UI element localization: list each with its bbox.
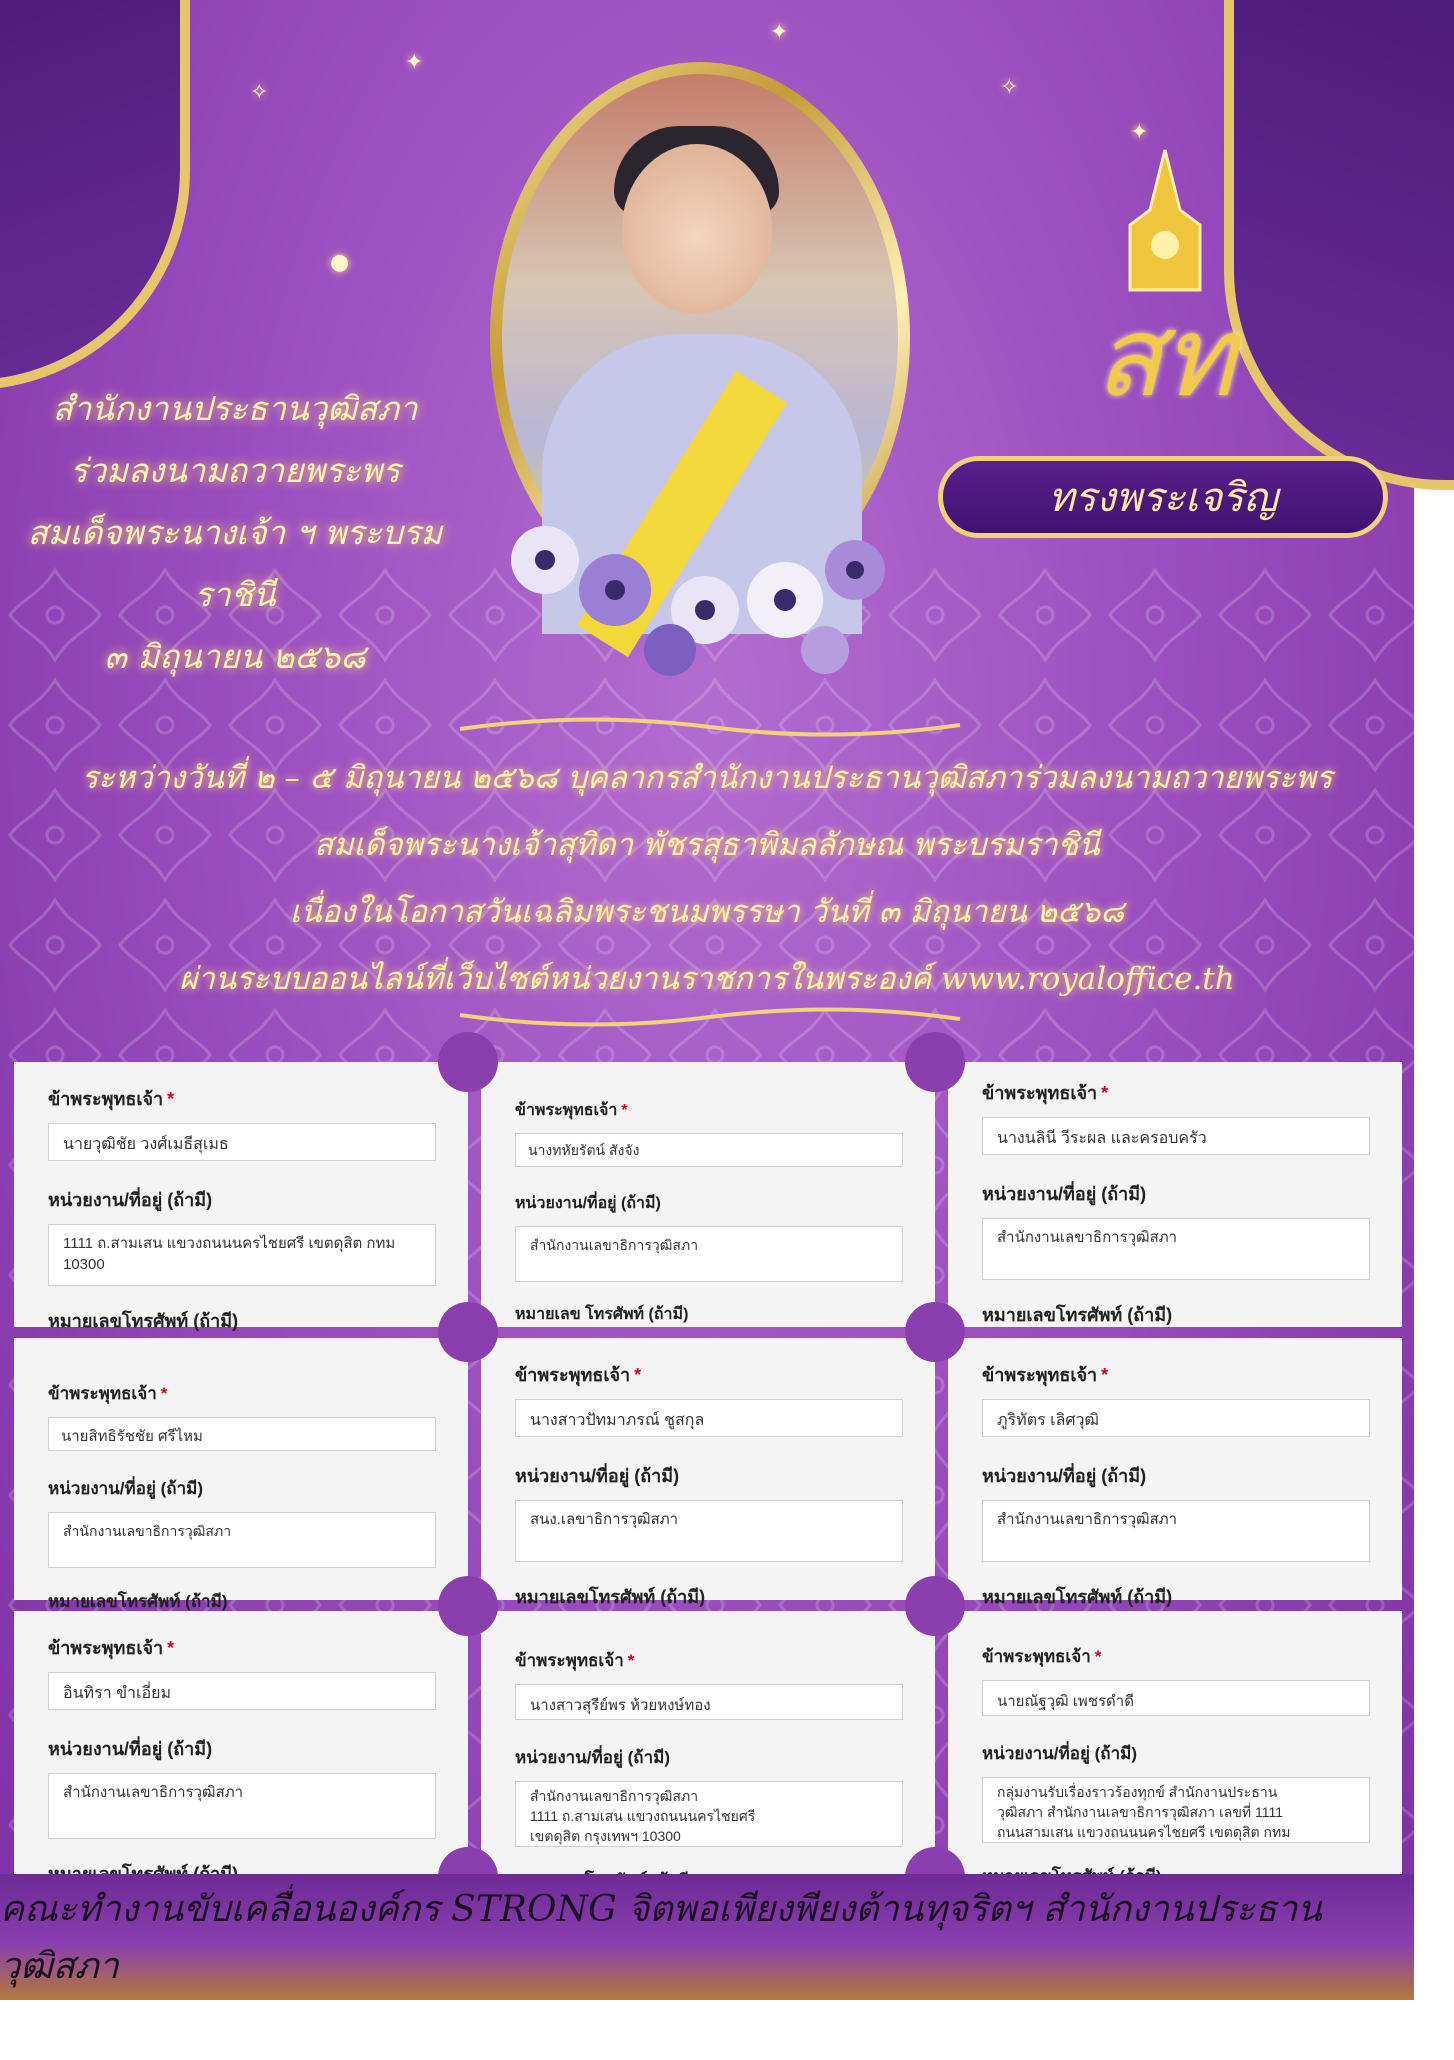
name-input[interactable]: ภูริทัตร เลิศวุฒิ: [982, 1399, 1370, 1437]
org-label: หน่วยงาน/ที่อยู่ (ถ้ามี): [48, 1479, 203, 1498]
org-label: หน่วยงาน/ที่อยู่ (ถ้ามี): [982, 1744, 1137, 1763]
name-label: ข้าพระพุทธเจ้า *: [515, 1651, 635, 1670]
message-line: ผ่านระบบออนไลน์ที่เว็บไซต์หน่วยงานราชการในพระองค์ www.royaloffice.th: [179, 961, 1235, 997]
sparkle-icon: ✦: [405, 50, 424, 75]
name-label: ข้าพระพุทธเจ้า *: [515, 1102, 628, 1119]
name-label: ข้าพระพุทธเจ้า *: [982, 1365, 1109, 1385]
signature-card: [481, 1611, 935, 1877]
org-textarea[interactable]: สนง.เลขาธิการวุฒิสภา: [515, 1500, 903, 1562]
sparkle-icon: ✧: [250, 80, 269, 105]
scallop-ornament: [905, 1576, 965, 1636]
signature-cards-grid: [14, 1062, 1402, 1877]
org-textarea[interactable]: สำนักงานเลขาธิการวุฒิสภา: [982, 1218, 1370, 1280]
left-title-line: สำนักงานประธานวุฒิสภา: [52, 389, 418, 428]
name-input[interactable]: นายสิทธิรัชชัย ศรีไหม: [48, 1417, 436, 1451]
left-title-line: ๓ มิถุนายน ๒๕๖๘: [104, 637, 366, 676]
name-label: ข้าพระพุทธเจ้า *: [48, 1089, 175, 1109]
org-textarea[interactable]: สำนักงานเลขาธิการวุฒิสภา: [48, 1773, 436, 1839]
scallop-ornament: [438, 1302, 498, 1362]
footer-banner: [0, 1874, 1414, 2000]
left-title-line: ร่วมลงนามถวายพระพร: [69, 451, 401, 490]
org-textarea[interactable]: สำนักงานเลขาธิการวุฒิสภา: [48, 1512, 436, 1568]
signature-card: [14, 1062, 468, 1331]
phone-label: หมายเลขโทรศัพท์ (ถ้ามี): [982, 1305, 1173, 1325]
portrait-face: [622, 144, 772, 314]
message-line: ระหว่างวันที่ ๒ – ๕ มิถุนายน ๒๕๖๘ บุคลากรสำนักงานประธานวุฒิสภาร่วมลงนามถวายพระพร: [81, 760, 1333, 796]
scallop-ornament: [905, 1032, 965, 1092]
signature-card: [948, 1062, 1402, 1327]
badge-text: ทรงพระเจริญ: [1048, 475, 1278, 521]
phone-label: หมายเลขโทรศัพท์ (ถ้ามี): [48, 1311, 239, 1331]
org-textarea[interactable]: สำนักงานเลขาธิการวุฒิสภา 1111 ถ.สามเสน แขวงถนนนครไชยศรี เขตดุสิต กรุงเทพฯ 10300: [515, 1781, 903, 1847]
org-label: หน่วยงาน/ที่อยู่ (ถ้ามี): [48, 1739, 213, 1759]
org-label: หน่วยงาน/ที่อยู่ (ถ้ามี): [48, 1190, 213, 1210]
org-textarea[interactable]: 1111 ถ.สามเสน แขวงถนนนครไชยศรี เขตดุสิต กทม 10300: [48, 1224, 436, 1286]
name-input[interactable]: นายวุฒิชัย วงศ์เมธีสุเมธ: [48, 1123, 436, 1161]
name-label: ข้าพระพุทธเจ้า *: [48, 1638, 175, 1658]
name-input[interactable]: นางทหัยรัตน์ สังจัง: [515, 1133, 903, 1167]
signature-card: [14, 1338, 468, 1611]
name-input[interactable]: นางสาวปัทมาภรณ์ ชูสกุล: [515, 1399, 903, 1437]
phone-label: หมายเลขโทรศัพท์ (ถ้ามี): [982, 1587, 1173, 1607]
announcement-message: [20, 745, 1394, 1013]
gold-divider-top: [460, 715, 960, 739]
name-label: ข้าพระพุทธเจ้า *: [515, 1365, 642, 1385]
footer-text: คณะทำงานขับเคลื่อนองค์กร STRONG จิตพอเพียงพียงต้านทุจริตฯ สำนักงานประธานวุฒิสภา: [0, 1889, 1322, 1987]
name-label: ข้าพระพุทธเจ้า *: [982, 1083, 1109, 1103]
sparkle-icon: ●: [330, 250, 350, 275]
phone-label: หมายเลขโทรศัพท์ (ถ้ามี): [48, 1592, 228, 1611]
org-label: หน่วยงาน/ที่อยู่ (ถ้ามี): [515, 1748, 670, 1767]
signature-card: [948, 1338, 1402, 1607]
scallop-ornament: [438, 1032, 498, 1092]
org-label: หน่วยงาน/ที่อยู่ (ถ้ามี): [515, 1195, 661, 1212]
org-label: หน่วยงาน/ที่อยู่ (ถ้ามี): [982, 1184, 1147, 1204]
org-label: หน่วยงาน/ที่อยู่ (ถ้ามี): [982, 1466, 1147, 1486]
org-textarea[interactable]: กลุ่มงานรับเรื่องราวร้องทุกข์ สำนักงานประธาน วุฒิสภา สำนักงานเลขาธิการวุฒิสภา เลขที่ 1111 ถนนสามเสน แขวงถนนนครไชยศรี เขตดุสิต กทม: [982, 1777, 1370, 1843]
sparkle-icon: ✧: [1000, 75, 1019, 100]
name-input[interactable]: อินทิรา ขำเอี่ยม: [48, 1672, 436, 1710]
scallop-ornament: [438, 1576, 498, 1636]
long-live-badge: [938, 456, 1388, 538]
name-input[interactable]: นางนลินี วีระผล และครอบครัว: [982, 1117, 1370, 1155]
royal-emblem: [1090, 150, 1240, 430]
signature-card: [948, 1611, 1402, 1877]
left-title-line: สมเด็จพระนางเจ้า ฯ พระบรมราชินี: [27, 513, 443, 614]
signature-card: [481, 1062, 935, 1327]
org-textarea[interactable]: สำนักงานเลขาธิการวุฒิสภา: [515, 1226, 903, 1282]
phone-label: หมายเลข โทรศัพท์ (ถ้ามี): [515, 1306, 689, 1323]
message-line: เนื่องในโอกาสวันเฉลิมพระชนมพรรษา วันที่ ๓ มิถุนายน ๒๕๖๘: [289, 894, 1125, 930]
org-textarea[interactable]: สำนักงานเลขาธิการวุฒิสภา: [982, 1500, 1370, 1562]
name-input[interactable]: นางสาวสุรีย์พร ห้วยหงษ์ทอง: [515, 1684, 903, 1720]
signature-card: [481, 1338, 935, 1607]
org-label: หน่วยงาน/ที่อยู่ (ถ้ามี): [515, 1466, 680, 1486]
name-input[interactable]: นายณัฐวุฒิ เพชรดำดี: [982, 1680, 1370, 1716]
left-title: [0, 378, 470, 688]
name-label: ข้าพระพุทธเจ้า *: [48, 1384, 168, 1403]
message-line: สมเด็จพระนางเจ้าสุทิดา พัชรสุธาพิมลลักษณ พระบรมราชินี: [314, 827, 1100, 863]
name-label: ข้าพระพุทธเจ้า *: [982, 1647, 1102, 1666]
signature-card: [14, 1611, 468, 1877]
sparkle-icon: ✦: [770, 20, 789, 45]
phone-label: หมายเลขโทรศัพท์ (ถ้ามี): [515, 1587, 706, 1607]
flower-garland: [505, 490, 925, 690]
sparkle-icon: ✦: [1130, 120, 1149, 145]
emblem-monogram: สท: [1095, 293, 1235, 421]
gold-divider-bottom: [460, 1005, 960, 1029]
scallop-ornament: [905, 1302, 965, 1362]
